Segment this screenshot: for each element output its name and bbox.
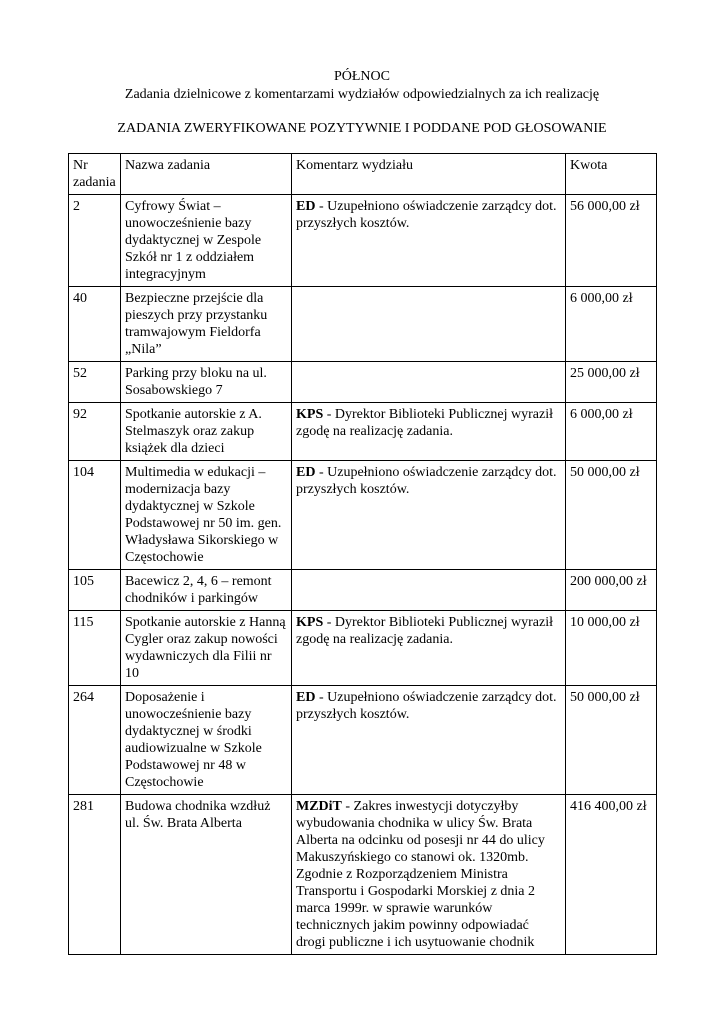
task-comment xyxy=(292,686,566,795)
task-amount: 56 000,00 zł xyxy=(566,195,657,287)
department-code: ED xyxy=(296,465,316,480)
task-nr: 105 xyxy=(69,570,121,611)
table-row xyxy=(69,611,657,686)
table-row xyxy=(69,195,657,287)
task-nr: 40 xyxy=(69,287,121,362)
table-row xyxy=(69,287,657,362)
task-name: Cyfrowy Świat – unowocześnienie bazy dydaktycznej w Zespole Szkół nr 1 z oddziałem integracyjnym xyxy=(121,195,292,287)
task-comment xyxy=(292,195,566,287)
tasks-table xyxy=(68,153,657,955)
comment-text: - Dyrektor Biblioteki Publicznej wyraził zgodę na realizację zadania. xyxy=(296,615,554,647)
task-amount: 416 400,00 zł xyxy=(566,795,657,955)
department-code: ED xyxy=(296,690,316,705)
comment-text: - Zakres inwestycji dotyczyłby wybudowania chodnika w ulicy Św. Brata Alberta na odcinku od posesji nr 44 do ulicy Makuszyńskiego co stanowi ok. 1320mb. Zgodnie z Rozporządzeniem Ministra Transportu i Gospodarki Morskiej z dnia 2 marca 1999r. w sprawie warunków technicznych jakim powinny odpowiadać drogi publiczne i ich usytuowanie chodnik xyxy=(296,799,545,950)
task-name: Multimedia w edukacji – modernizacja bazy dydaktycznej w Szkole Podstawowej nr 50 im. gen. Władysława Sikorskiego w Częstochowie xyxy=(121,461,292,570)
table-row xyxy=(69,570,657,611)
task-name: Budowa chodnika wzdłuż ul. Św. Brata Alberta xyxy=(121,795,292,955)
task-nr: 281 xyxy=(69,795,121,955)
task-amount: 50 000,00 zł xyxy=(566,461,657,570)
section-title: ZADANIA ZWERYFIKOWANE POZYTYWNIE I PODDANE POD GŁOSOWANIE xyxy=(117,121,607,136)
document-subtitle: Zadania dzielnicowe z komentarzami wydziałów odpowiedzialnych za ich realizację xyxy=(124,87,600,102)
task-nr: 115 xyxy=(69,611,121,686)
task-amount: 10 000,00 zł xyxy=(566,611,657,686)
task-name: Parking przy bloku na ul. Sosabowskiego 7 xyxy=(121,362,292,403)
region-title: PÓŁNOC xyxy=(333,69,390,84)
column-header-amount: Kwota xyxy=(566,154,657,195)
comment-text: - Dyrektor Biblioteki Publicznej wyraził zgodę na realizację zadania. xyxy=(296,407,554,439)
task-nr: 264 xyxy=(69,686,121,795)
department-code: KPS xyxy=(296,407,324,422)
comment-text: - Uzupełniono oświadczenie zarządcy dot. przyszłych kosztów. xyxy=(296,199,557,231)
table-header-row xyxy=(69,154,657,195)
department-code: ED xyxy=(296,199,316,214)
task-comment xyxy=(292,611,566,686)
table-row xyxy=(69,461,657,570)
task-name: Spotkanie autorskie z A. Stelmaszyk oraz zakup książek dla dzieci xyxy=(121,403,292,461)
task-nr: 104 xyxy=(69,461,121,570)
column-header-name: Nazwa zadania xyxy=(121,154,292,195)
task-amount: 50 000,00 zł xyxy=(566,686,657,795)
task-amount: 200 000,00 zł xyxy=(566,570,657,611)
column-header-comment: Komentarz wydziału xyxy=(292,154,566,195)
task-comment xyxy=(292,403,566,461)
task-comment xyxy=(292,362,566,403)
task-comment xyxy=(292,795,566,955)
task-name: Bezpieczne przejście dla pieszych przy przystanku tramwajowym Fieldorfa „Nila” xyxy=(121,287,292,362)
task-nr: 2 xyxy=(69,195,121,287)
task-amount: 6 000,00 zł xyxy=(566,403,657,461)
comment-text: - Uzupełniono oświadczenie zarządcy dot. przyszłych kosztów. xyxy=(296,465,557,497)
task-comment xyxy=(292,570,566,611)
task-name: Bacewicz 2, 4, 6 – remont chodników i parkingów xyxy=(121,570,292,611)
comment-text: - Uzupełniono oświadczenie zarządcy dot. przyszłych kosztów. xyxy=(296,690,557,722)
task-amount: 25 000,00 zł xyxy=(566,362,657,403)
table-row xyxy=(69,403,657,461)
task-nr: 92 xyxy=(69,403,121,461)
task-name: Spotkanie autorskie z Hanną Cygler oraz zakup nowości wydawniczych dla Filii nr 10 xyxy=(121,611,292,686)
task-comment xyxy=(292,461,566,570)
table-row xyxy=(69,795,657,955)
task-nr: 52 xyxy=(69,362,121,403)
task-comment xyxy=(292,287,566,362)
department-code: KPS xyxy=(296,615,324,630)
table-row xyxy=(69,362,657,403)
task-name: Doposażenie i unowocześnienie bazy dydaktycznej w środki audiowizualne w Szkole Podstawowej nr 48 w Częstochowie xyxy=(121,686,292,795)
column-header-nr: Nr zadania xyxy=(69,154,121,195)
table-row xyxy=(69,686,657,795)
department-code: MZDiT xyxy=(296,799,342,814)
task-amount: 6 000,00 zł xyxy=(566,287,657,362)
